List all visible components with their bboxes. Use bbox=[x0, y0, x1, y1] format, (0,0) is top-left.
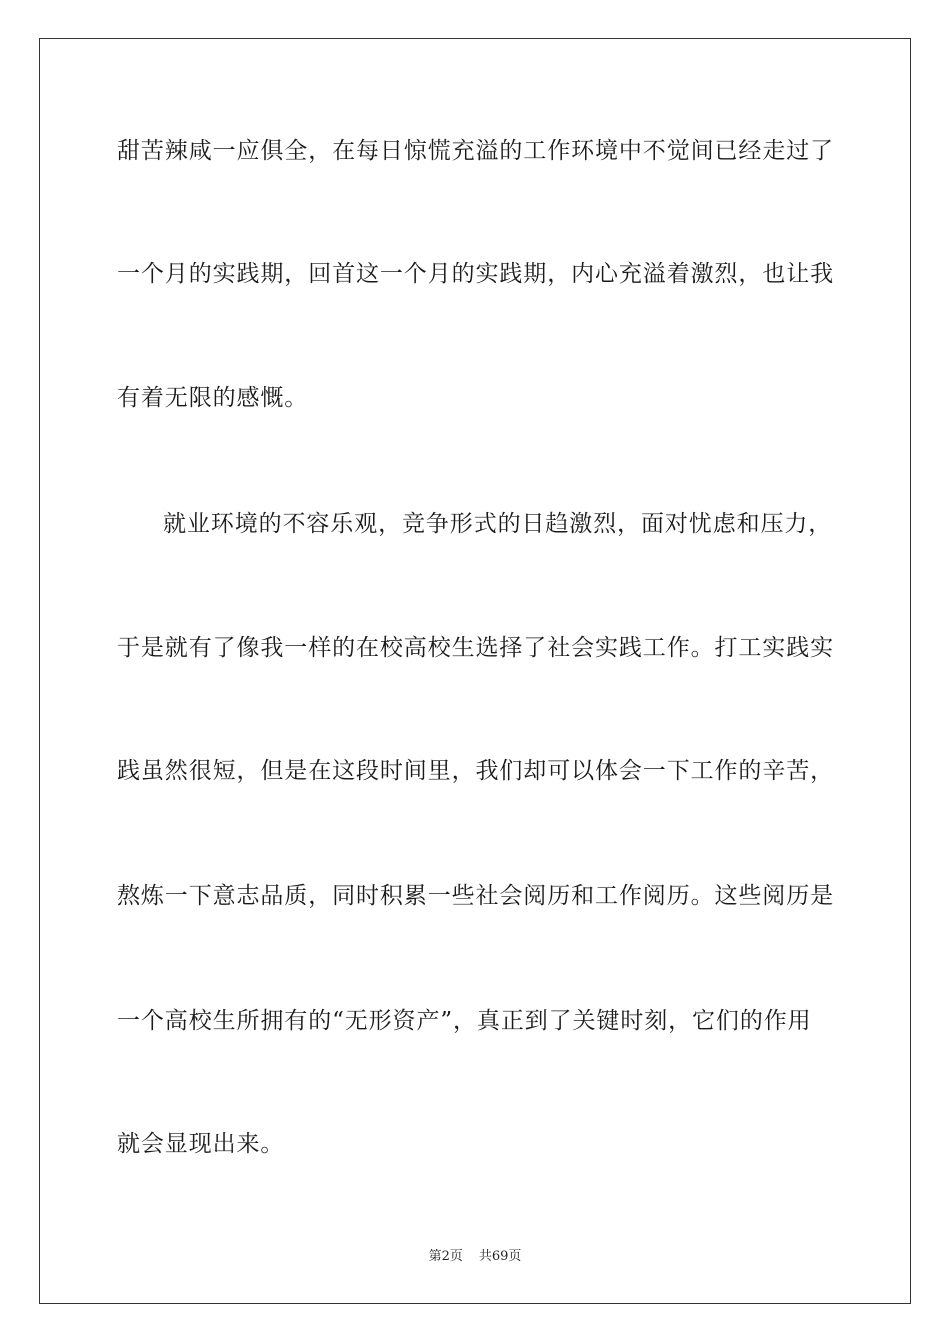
page-number: 第2页 bbox=[428, 1249, 463, 1264]
paragraph-line: 熬炼一下意志品质，同时积累一些社会阅历和工作阅历。这些阅历是 bbox=[117, 883, 834, 909]
paragraph-line: 一个高校生所拥有的“无形资产”，真正到了关键时刻，它们的作用 bbox=[117, 1008, 812, 1034]
paragraph-line: 甜苦辣咸一应俱全，在每日惊慌充溢的工作环境中不觉间已经走过了 bbox=[117, 138, 834, 164]
paragraph-line: 就业环境的不容乐观，竞争形式的日趋激烈，面对忧虑和压力， bbox=[163, 511, 833, 537]
page-border bbox=[39, 38, 911, 1304]
page-footer bbox=[0, 1248, 950, 1266]
total-pages: 共69页 bbox=[478, 1249, 522, 1264]
paragraph-line: 一个月的实践期，回首这一个月的实践期，内心充溢着激烈，也让我 bbox=[117, 261, 834, 287]
paragraph-line: 有着无限的感慨。 bbox=[117, 385, 309, 411]
paragraph-line: 践虽然很短，但是在这段时间里，我们却可以体会一下工作的辛苦， bbox=[117, 758, 834, 784]
paragraph-line: 于是就有了像我一样的在校高校生选择了社会实践工作。打工实践实 bbox=[117, 635, 834, 661]
paragraph-line: 就会显现出来。 bbox=[117, 1131, 285, 1157]
